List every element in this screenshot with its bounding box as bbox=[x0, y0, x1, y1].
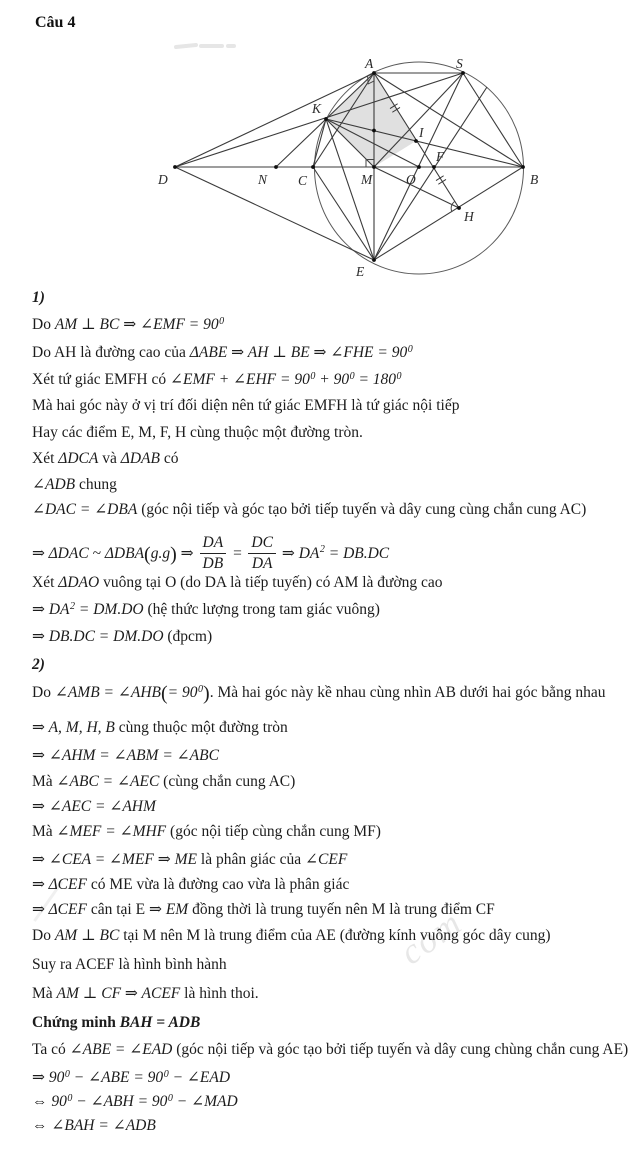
solution-line: ⇒ ΔCEF cân tại E ⇒ EM đồng thời là trung tuyến nên M là trung điểm CF bbox=[32, 901, 495, 918]
solution-line: Xét ΔDCA và ΔDAB có bbox=[32, 450, 179, 467]
point-label-E: E bbox=[356, 264, 365, 279]
watermark: com bbox=[392, 901, 470, 973]
point-label-H: H bbox=[464, 209, 474, 224]
solution-line: Mà ∠MEF = ∠MHF (góc nội tiếp cùng chắn cung MF) bbox=[32, 823, 381, 840]
solution-line: ⇒ ∠AHM = ∠ABM = ∠ABC bbox=[32, 747, 219, 764]
solution-line: ⇒ $90^0$ − ∠ABE = $90^0$ − ∠EAD bbox=[32, 1068, 231, 1086]
point-label-C: C bbox=[298, 173, 308, 188]
solution-line: Mà ∠ABC = ∠AEC (cùng chắn cung AC) bbox=[32, 773, 296, 790]
solution-line: ⇒ ∠AEC = ∠AHM bbox=[32, 798, 156, 815]
solution-line: ⇒ ∠CEA = ∠MEF ⇒ ME là phân giác của ∠CEF bbox=[32, 851, 348, 868]
point-label-F: F bbox=[436, 149, 445, 164]
fraction: $\frac{DC}{DA}$ bbox=[248, 534, 276, 571]
solution-line: Mà hai góc này ở vị trí đối diện nên tứ giác EMFH là tứ giác nội tiếp bbox=[32, 397, 460, 414]
solution-line: Do AM ⊥ BC ⇒ ∠EMF = $90^0$ bbox=[32, 315, 225, 333]
solution-line: Do ∠AMB = ∠AHB(= $90^0$). Mà hai góc này kề nhau cùng nhìn AB dưới hai góc bằng nhau bbox=[32, 682, 606, 705]
solution-line: Xét tứ giác EMFH có ∠EMF + ∠EHF = $90^0 + 90^0 = 180^0$ bbox=[32, 370, 402, 388]
point-label-B: B bbox=[530, 172, 539, 187]
solution-line: ∠ADB chung bbox=[32, 476, 117, 493]
solution-line: ⇔ ∠BAH = ∠ADB bbox=[32, 1117, 156, 1134]
solution-line: ⇒ A, M, H, B cùng thuộc một đường tròn bbox=[32, 719, 288, 736]
solution-line: Ta có ∠ABE = ∠EAD (góc nội tiếp và góc tạo bởi tiếp tuyến và dây cung chùng chắn cung AE) bbox=[32, 1041, 629, 1058]
solution-line: 2) bbox=[32, 656, 45, 673]
solution-line: Suy ra ACEF là hình bình hành bbox=[32, 956, 227, 973]
solution-line: ∠DAC = ∠DBA (góc nội tiếp và góc tạo bởi tiếp tuyến và dây cung cùng chắn cung AC) bbox=[32, 501, 587, 518]
page-title: Câu 4 bbox=[35, 14, 76, 31]
point-label-K: K bbox=[312, 101, 322, 116]
fraction: $\frac{DA}{DB}$ bbox=[200, 534, 227, 571]
solution-line: ⇒ $DA^2 = DM.DO$ (hệ thức lượng trong tam giác vuông) bbox=[32, 600, 380, 618]
point-label-O: O bbox=[406, 172, 416, 187]
point-label-N: N bbox=[258, 172, 268, 187]
point-label-D: D bbox=[158, 172, 168, 187]
solution-line: ⇒ ΔCEF có ME vừa là đường cao vừa là phân giác bbox=[32, 876, 350, 893]
solution-line: Do AH là đường cao của ΔABE ⇒ AH ⊥ BE ⇒ ∠FHE = $90^0$ bbox=[32, 343, 413, 361]
solution-line: ⇒ ΔDAC ~ ΔDBA(g.g) ⇒ $\frac{DA}{DB}$ = $\frac{DC}{DA}$ ⇒ $DA^2 = DB.DC$ bbox=[32, 534, 390, 572]
solution-line: 1) bbox=[32, 289, 45, 306]
point-label-S: S bbox=[456, 56, 463, 71]
solution-line: Chứng minh BAH = ADB bbox=[32, 1014, 201, 1031]
solution-line: Do AM ⊥ BC tại M nên M là trung điểm của AE (đường kính vuông góc dây cung) bbox=[32, 927, 551, 944]
solution-line: Hay các điểm E, M, F, H cùng thuộc một đường tròn. bbox=[32, 424, 363, 441]
solution-line: ⇔ $90^0$ − ∠ABH = $90^0$ − ∠MAD bbox=[32, 1092, 238, 1110]
solution-line: ⇒ DB.DC = DM.DO (đpcm) bbox=[32, 628, 213, 645]
point-label-I: I bbox=[419, 125, 424, 140]
solution-line: Mà AM ⊥ CF ⇒ ACEF là hình thoi. bbox=[32, 985, 259, 1002]
point-label-A: A bbox=[365, 56, 374, 71]
point-label-M: M bbox=[361, 172, 373, 187]
solution-line: Xét ΔDAO vuông tại O (do DA là tiếp tuyến) có AM là đường cao bbox=[32, 574, 443, 591]
